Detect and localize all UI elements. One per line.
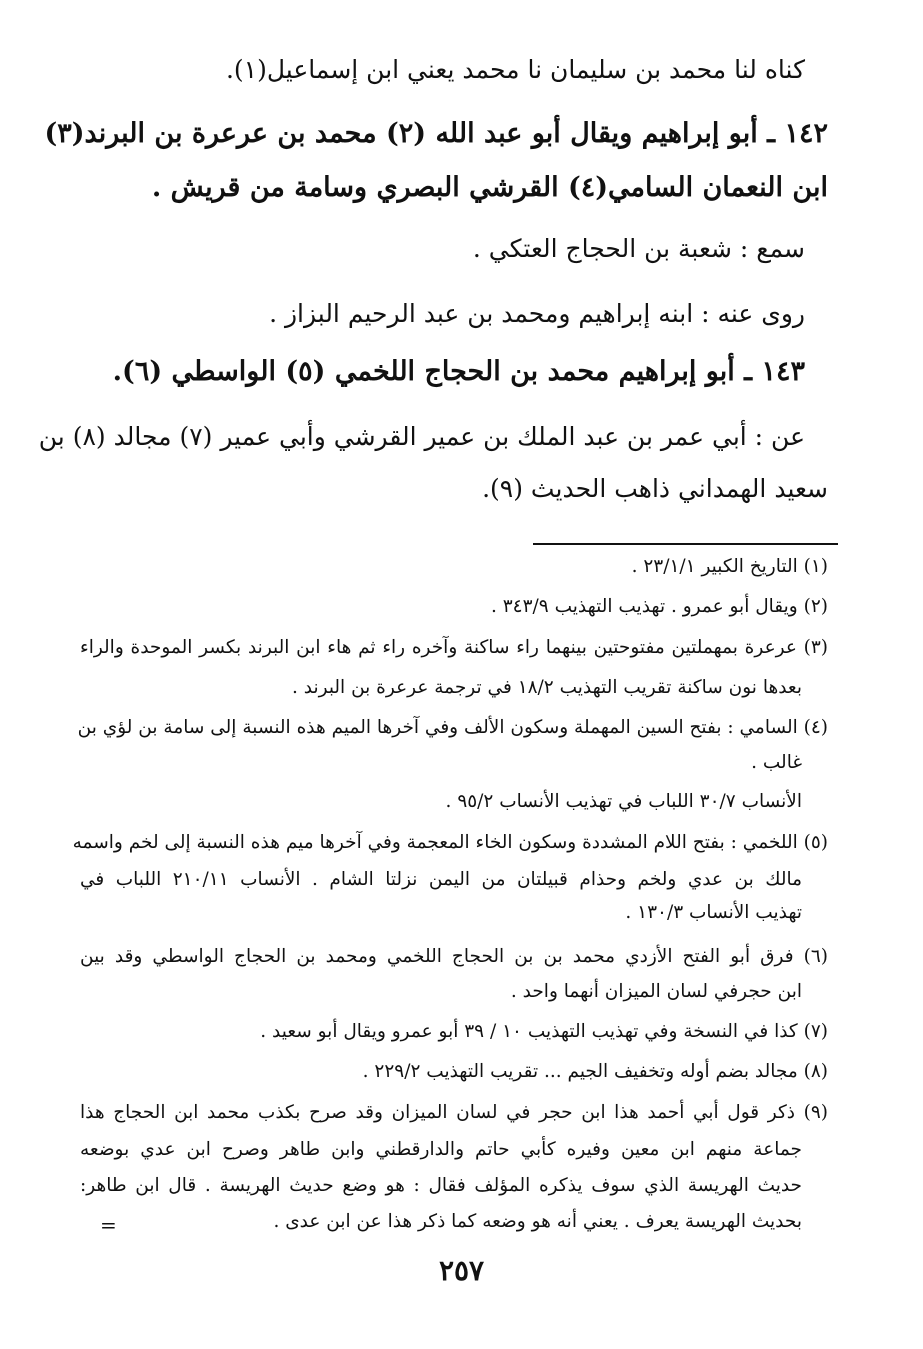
entry-143-text-line1: عن : أبي عمر بن عبد الملك بن عمير القرشي وأبي عمير (٧) مجالد (٨) بن (38, 422, 805, 451)
footnote-6-line1: (٦) فرق أبو الفتح الأزدي محمد بن بن الحجاج اللخمي ومحمد بن الحجاج الواسطي وقد بين (80, 946, 828, 967)
footnote-4-line1: (٤) السامي : بفتح السين المهملة وسكون الألف وفي آخرها الميم هذه النسبة إلى سامة بن لؤي بن (77, 717, 828, 738)
entry-142-heading-line1: ١٤٢ ـ أبو إبراهيم ويقال أبو عبد الله (٢) محمد بن عرعرة بن البرند(٣) (44, 118, 828, 149)
footnote-8: (٨) مجالد بضم أوله وتخفيف الجيم ... تقريب التهذيب ٢٢٩/٢ . (362, 1061, 828, 1082)
footnote-5-line1: (٥) اللخمي : بفتح اللام المشددة وسكون الخاء المعجمة وفي آخرها ميم هذه النسبة إلى لخم واسمه (72, 832, 828, 853)
entry-142-heard-from: سمع : شعبة بن الحجاج العتكي . (472, 234, 805, 263)
footnote-5-line3: تهذيب الأنساب ١٣٠/٣ . (625, 902, 802, 923)
footnote-6-line2: ابن حجرفي لسان الميزان أنهما واحد . (510, 981, 802, 1002)
intro-line: كناه لنا محمد بن سليمان نا محمد يعني ابن إسماعيل(١). (225, 55, 805, 84)
footnote-5-line2: مالك بن عدي ولخم وحذام قبيلتان من اليمن نزلتا الشام . الأنساب ٢١٠/١١ اللباب في (80, 869, 802, 890)
footnote-9-line1: (٩) ذكر قول أبي أحمد هذا ابن حجر في لسان الميزان وقد صرح بكذب محمد ابن الحجاج هذا (80, 1102, 828, 1123)
footnote-3-line2: بعدها نون ساكنة تقريب التهذيب ١٨/٢ في ترجمة عرعرة بن البرند . (292, 677, 802, 698)
footnote-9-line3: حديث الهريسة الذي سوف يذكره المؤلف فقال : هو وضع حديث الهريسة . قال ابن طاهر: (80, 1175, 802, 1196)
footnote-4-line2: غالب . (751, 752, 802, 773)
entry-142-heading-line2: ابن النعمان السامي(٤) القرشي البصري وسامة من قريش . (151, 172, 828, 203)
footnote-separator (533, 543, 838, 545)
footnote-2: (٢) ويقال أبو عمرو . تهذيب التهذيب ٣٤٣/٩ . (490, 596, 828, 617)
footnote-3-line1: (٣) عرعرة بمهملتين مفتوحتين بينهما راء ساكنة وآخره راء ثم هاء ابن البرند بكسر الموحدة والراء (80, 637, 828, 658)
footnote-7: (٧) كذا في النسخة وفي تهذيب التهذيب ١٠ / ٣٩ أبو عمرو ويقال أبو سعيد . (260, 1021, 828, 1042)
footnote-9-line4: بحديث الهريسة يعرف . يعني أنه هو وضعه كما ذكر هذا عن ابن عدى . (273, 1211, 802, 1232)
page-number: ٢٥٧ (438, 1254, 485, 1287)
footnote-1: (١) التاريخ الكبير ٢٣/١/١ . (631, 556, 828, 577)
entry-143-text-line2: سعيد الهمداني ذاهب الحديث (٩). (482, 474, 828, 503)
entry-142-narrated-by: روى عنه : ابنه إبراهيم ومحمد بن عبد الرحيم البزاز . (269, 299, 805, 328)
footnote-4-line3: الأنساب ٣٠/٧ اللباب في تهذيب الأنساب ٩٥/٢ . (445, 791, 802, 812)
footnote-9-line2: جماعة منهم ابن معين وفيره كأبي حاتم والدارقطني وابن طاهر وصرح ابن عدي بوضعه (80, 1139, 802, 1160)
entry-143-heading: ١٤٣ ـ أبو إبراهيم محمد بن الحجاج اللخمي (٥) الواسطي (٦). (112, 356, 805, 387)
continuation-mark: = (100, 1213, 117, 1237)
